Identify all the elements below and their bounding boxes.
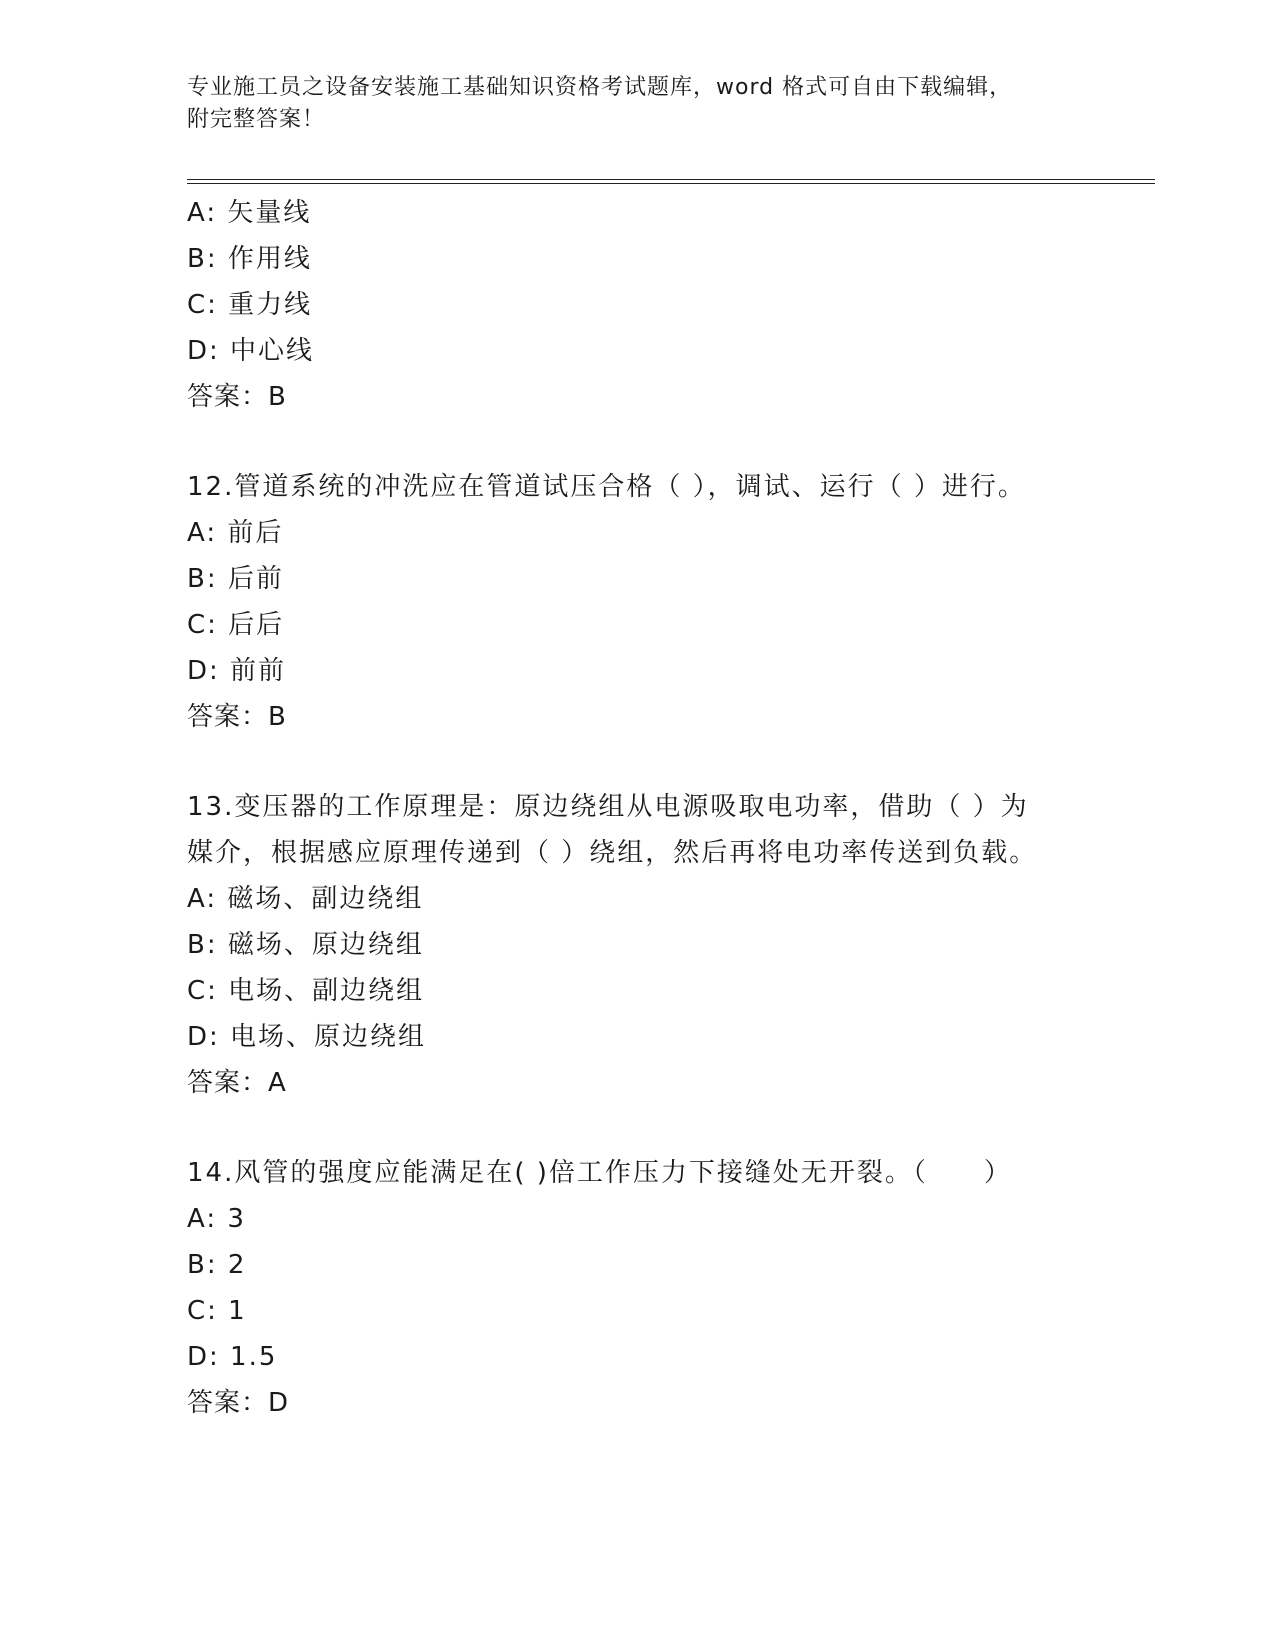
question-text: 12.管道系统的冲洗应在管道试压合格（ ），调试、运行（ ）进行。: [187, 472, 1026, 502]
question-11: [187, 190, 1147, 420]
option-d: D: 1.5: [187, 1342, 278, 1372]
option-b: B: 2: [187, 1250, 247, 1280]
option-d: D: 中心线: [187, 336, 315, 366]
header-line-2: 附完整答案！: [187, 107, 326, 132]
option-a: A: 磁场、副边绕组: [187, 884, 424, 914]
option-c: C: 后后: [187, 610, 285, 640]
answer: 答案：B: [187, 382, 287, 412]
question-text-line-1: 13.变压器的工作原理是：原边绕组从电源吸取电功率，借助（ ）为: [187, 792, 1029, 822]
question-14: [187, 1150, 1147, 1426]
option-c: C: 电场、副边绕组: [187, 976, 425, 1006]
question-12: [187, 464, 1147, 740]
option-b: B: 作用线: [187, 244, 312, 274]
option-b: B: 磁场、原边绕组: [187, 930, 424, 960]
question-13: [187, 784, 1147, 1106]
option-c: C: 1: [187, 1296, 247, 1326]
answer: 答案：B: [187, 702, 287, 732]
document-header: [187, 72, 1087, 136]
option-a: A: 前后: [187, 518, 284, 548]
answer: 答案：A: [187, 1068, 287, 1098]
option-d: D: 电场、原边绕组: [187, 1022, 427, 1052]
spacer: [187, 740, 1147, 784]
option-d: D: 前前: [187, 656, 287, 686]
option-b: B: 后前: [187, 564, 284, 594]
header-line-1: 专业施工员之设备安装施工基础知识资格考试题库，word 格式可自由下载编辑，: [187, 75, 1013, 100]
header-divider: [187, 179, 1155, 184]
question-list: [187, 190, 1147, 1426]
spacer: [187, 420, 1147, 464]
option-a: A: 矢量线: [187, 198, 312, 228]
question-text: 14.风管的强度应能满足在( )倍工作压力下接缝处无开裂。（ ）: [187, 1158, 1012, 1188]
answer: 答案：D: [187, 1388, 290, 1418]
spacer: [187, 1106, 1147, 1150]
option-a: A: 3: [187, 1204, 246, 1234]
option-c: C: 重力线: [187, 290, 313, 320]
question-text-line-2: 媒介，根据感应原理传递到（ ）绕组，然后再将电功率传送到负载。: [187, 838, 1038, 868]
